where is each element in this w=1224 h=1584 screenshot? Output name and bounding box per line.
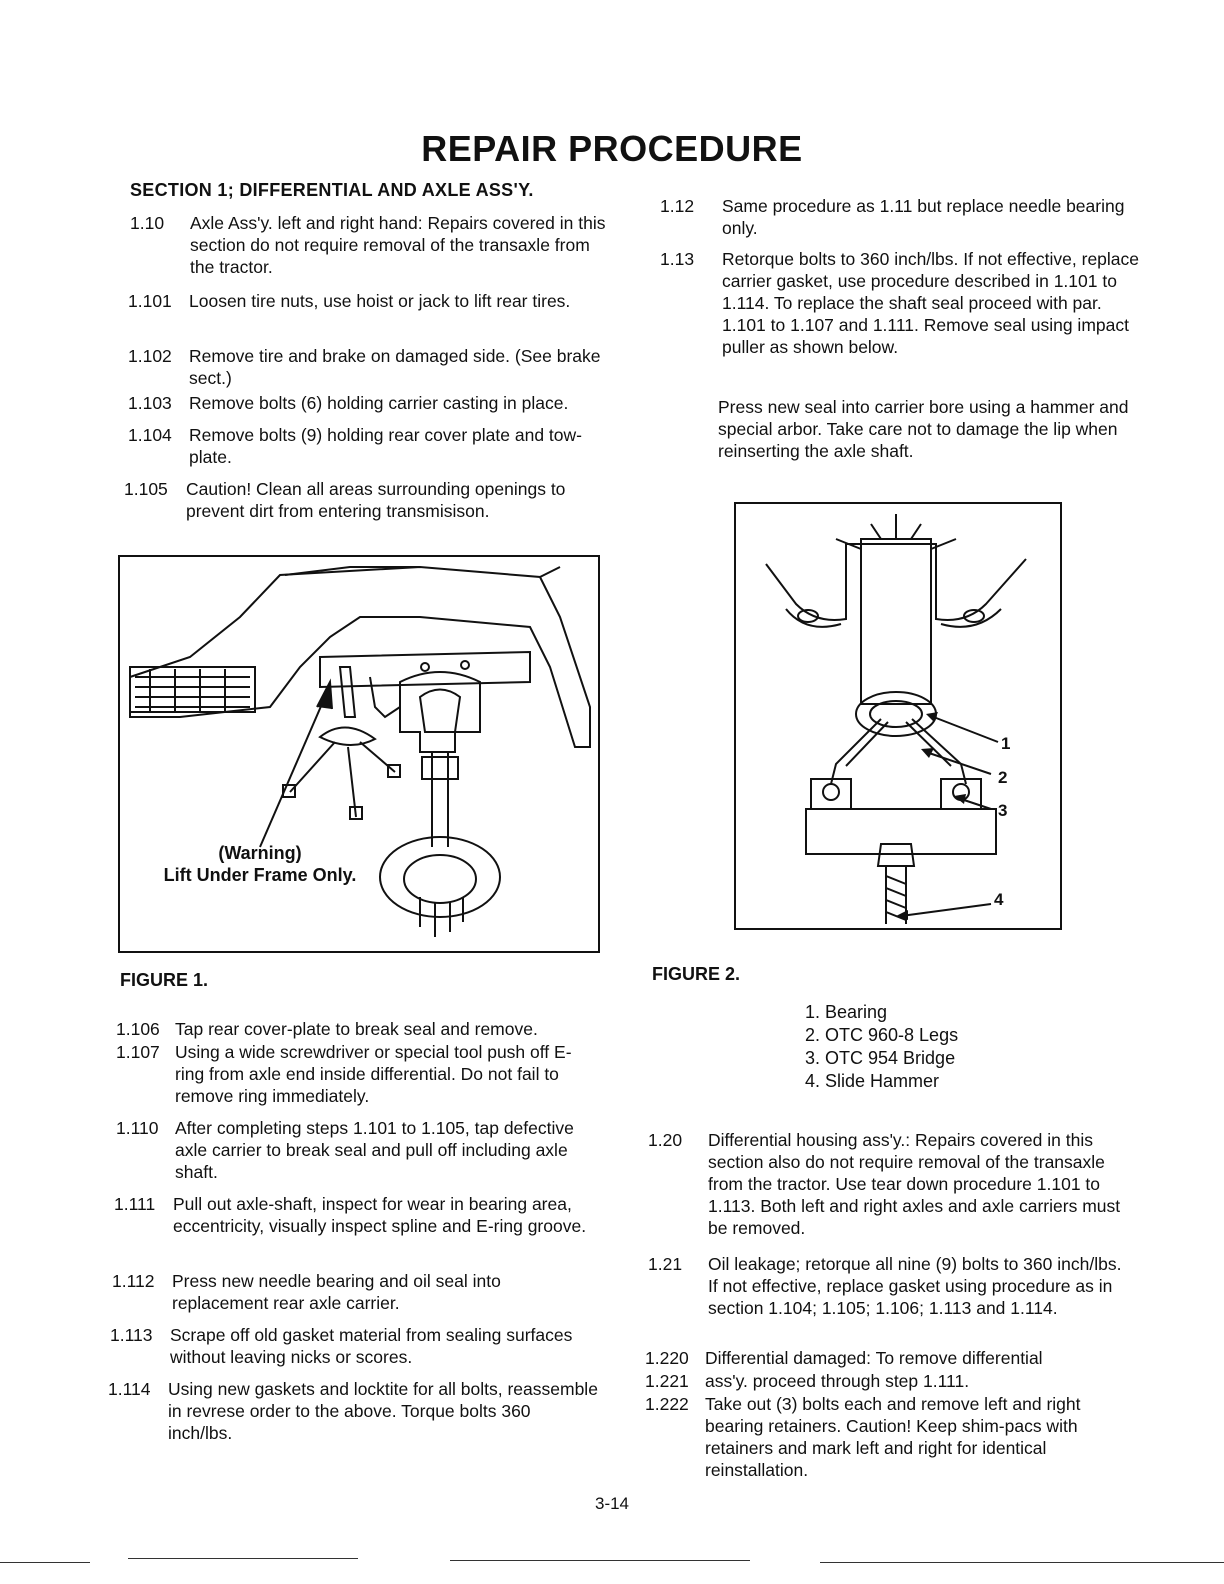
legend-item: 1. Bearing	[805, 1002, 888, 1022]
scan-artifact-line	[128, 1558, 358, 1559]
step-1-21: 1.21 Oil leakage; retorque all nine (9) bolts to 360 inch/lbs. If not effective, replace gasket using procedure as in section 1.104; 1.105; 1.106; 1.113 and 1.114.	[648, 1254, 1122, 1318]
figure-1-warning	[140, 842, 380, 886]
step-1-221: 1.221 ass'y. proceed through step 1.111.	[645, 1371, 970, 1391]
callout-1: 1	[1001, 734, 1011, 753]
figure-2-illustration	[736, 504, 1060, 928]
step-1-20: 1.20 Differential housing ass'y.: Repairs covered in this section also do not require removal of the transaxle from the tractor. Use tear down procedure 1.101 to 1.113. Both left and right axles and axle carriers must be removed.	[648, 1130, 1121, 1238]
scan-artifact-line	[450, 1560, 750, 1561]
step-1-110: 1.110 After completing steps 1.101 to 1.105, tap defective axle carrier to break seal and pull off including axle shaft.	[116, 1118, 574, 1182]
warning-line-1: (Warning)	[218, 843, 302, 863]
step-1-102: 1.102 Remove tire and brake on damaged side. (See brake sect.)	[128, 346, 601, 388]
figure-1-label: FIGURE 1.	[120, 970, 209, 990]
step-1-222: 1.222 Take out (3) bolts each and remove left and right bearing retainers. Caution! Keep shim-pacs with retainers and mark left and right for identical reinstallation.	[645, 1394, 1081, 1480]
step-1-107: 1.107 Using a wide screwdriver or special tool push off E-ring from axle end inside differential. Do not fail to remove ring immediately.	[116, 1042, 572, 1106]
callout-3: 3	[998, 801, 1008, 820]
legend-item: 2. OTC 960-8 Legs	[805, 1025, 959, 1045]
warning-line-2: Lift Under Frame Only.	[163, 865, 357, 885]
step-1-111: 1.111 Pull out axle-shaft, inspect for wear in bearing area, eccentricity, visually inspect spline and E-ring groove.	[114, 1194, 587, 1236]
figure-1-illustration	[120, 557, 598, 951]
scan-artifact-line	[820, 1562, 1224, 1563]
figure-1-frame	[118, 555, 600, 953]
press-seal-paragraph: Press new seal into carrier bore using a hammer and special arbor. Take care not to damage the lip when reinserting the axle shaft.	[718, 397, 1129, 461]
page-title: REPAIR PROCEDURE	[421, 128, 803, 169]
step-1-101: 1.101 Loosen tire nuts, use hoist or jack to lift rear tires.	[128, 291, 571, 311]
step-1-103: 1.103 Remove bolts (6) holding carrier casting in place.	[128, 393, 569, 413]
step-1-112: 1.112 Press new needle bearing and oil seal into replacement rear axle carrier.	[112, 1271, 501, 1313]
callout-4: 4	[994, 890, 1004, 909]
figure-2-frame	[734, 502, 1062, 930]
legend-item: 4. Slide Hammer	[805, 1071, 940, 1091]
step-1-113: 1.113 Scrape off old gasket material from sealing surfaces without leaving nicks or scores.	[110, 1325, 573, 1367]
scan-artifact-line	[0, 1562, 90, 1563]
step-1-106: 1.106 Tap rear cover-plate to break seal and remove.	[116, 1019, 538, 1039]
figure-2-legend	[805, 1001, 958, 1093]
step-1-13: 1.13 Retorque bolts to 360 inch/lbs. If not effective, replace carrier gasket, use procedure described in 1.101 to 1.114. To replace the shaft seal proceed with par. 1.101 to 1.107 and 1.111. Remove seal using impact puller as shown below.	[660, 249, 1140, 357]
callout-2: 2	[998, 768, 1008, 787]
section-heading: SECTION 1; DIFFERENTIAL AND AXLE ASS'Y.	[130, 180, 534, 200]
step-1-104: 1.104 Remove bolts (9) holding rear cover plate and tow-plate.	[128, 425, 582, 467]
legend-item: 3. OTC 954 Bridge	[805, 1048, 956, 1068]
step-1-12: 1.12 Same procedure as 1.11 but replace needle bearing only.	[660, 196, 1125, 238]
step-1-105: 1.105 Caution! Clean all areas surrounding openings to prevent dirt from entering transmisison.	[124, 479, 566, 521]
step-1-114: 1.114 Using new gaskets and locktite for all bolts, reassemble in revrese order to the above. Torque bolts 360 inch/lbs.	[108, 1379, 598, 1443]
figure-2-label: FIGURE 2.	[652, 964, 741, 984]
step-1-220: 1.220 Differential damaged: To remove differential	[645, 1348, 1043, 1368]
page-number: 3-14	[594, 1494, 630, 1513]
step-1-10: 1.10 Axle Ass'y. left and right hand: Repairs covered in this section do not require removal of the transaxle from the tractor.	[130, 213, 606, 277]
